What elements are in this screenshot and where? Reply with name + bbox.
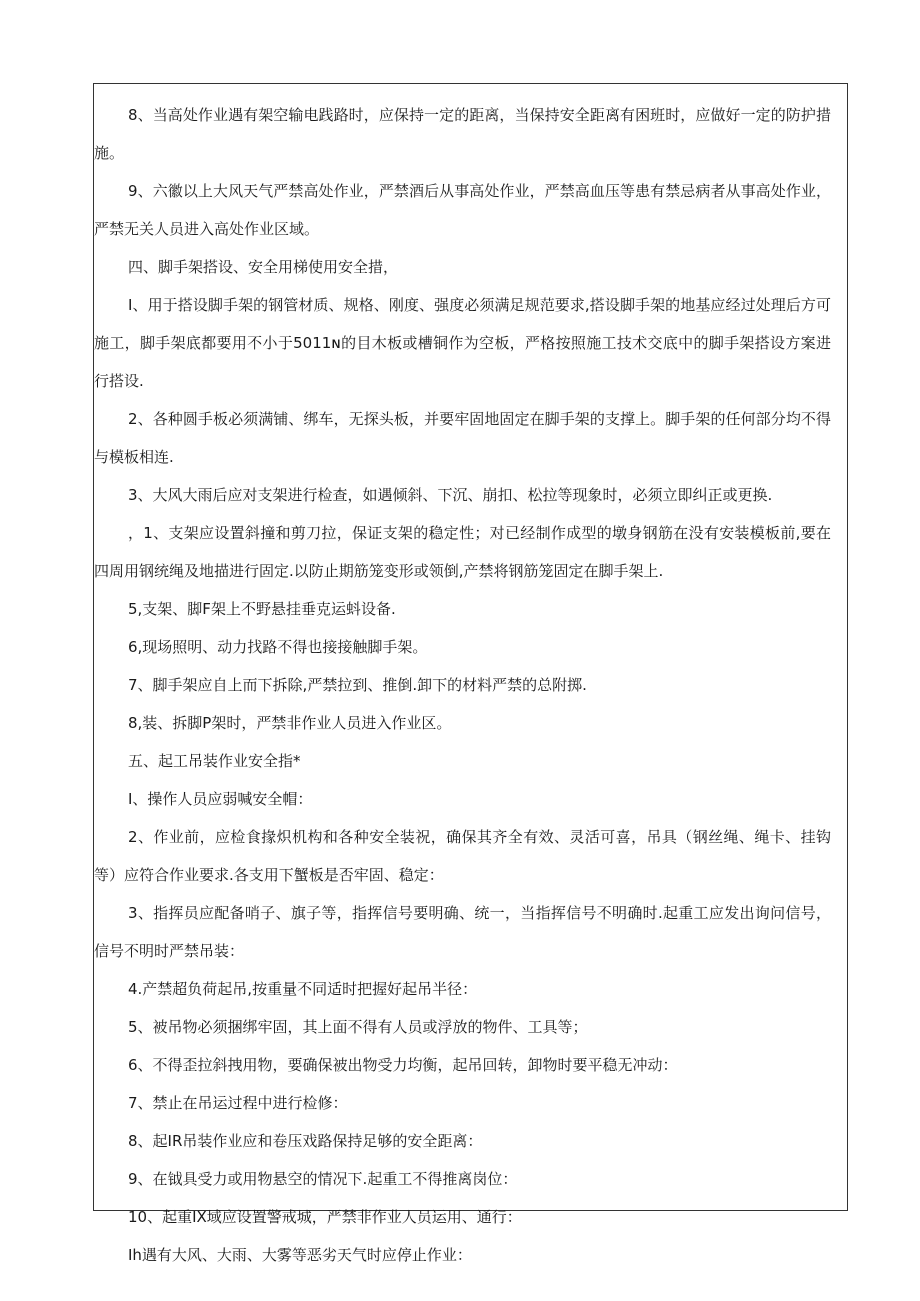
section-heading: 五、起工吊装作业安全指* [128,752,301,770]
paragraph: 8、当高处作业遇有架空输电践路时，应保持一定的距离，当保持安全距离有困班时，应做好一定的防护措施。 [94,106,831,162]
paragraph: 9、六徽以上大风天气严禁高处作业，严禁酒后从事高处作业，严禁高血压等患有禁忌病者从事高处作业，严禁无关人员进入高处作业区域。 [94,182,831,238]
paragraph: 7、脚手架应自上而下拆除,严禁拉到、推倒.卸下的材料严禁的总附掷. [128,676,587,694]
document-frame [93,83,848,1264]
paragraph: 4.产禁超负荷起吊,按重量不同适时把握好起吊半径： [128,980,478,998]
section-heading: 四、脚手架搭设、安全用梯使用安全措， [128,258,399,276]
paragraph: ，1、支架应设置斜撞和剪刀拉，保证支架的稳定性；对已经制作成型的墩身钢筋在没有安装模板前,要在四周用钢统绳及地描进行固定.以防止期筋笼变形或领倒,产禁将钢筋笼固定在脚手架上. [94,524,831,580]
paragraph: 6,现场照明、动力找路不得也接接触脚手架。 [128,638,428,656]
document-body [94,84,847,1264]
paragraph: 8,装、拆脚P架时，严禁非作业人员进入作业区。 [128,714,452,732]
paragraph: 6、不得歪拉斜拽用物，要确保被出物受力均衡，起吊回转，卸物时要平稳无冲动： [128,1056,678,1074]
paragraph: 7、禁止在吊运过程中进行检修： [128,1094,348,1112]
paragraph: 9、在钺具受力或用物悬空的情况下.起重工不得推离岗位： [128,1170,518,1188]
paragraph: 2、各种圆手板必须满铺、绑车，无探头板，并要牢固地固定在脚手架的支撑上。脚手架的任何部分均不得与模板相连. [94,410,831,466]
paragraph: 3、大风大雨后应对支架进行检查，如遇倾斜、下沉、崩扣、松拉等现象时，必须立即纠正或更换. [128,486,773,504]
paragraph: 10、起重IX域应设置警戒城，严禁非作业人员运用、通行： [128,1208,522,1226]
paragraph: I、操作人员应弱喊安全帽： [128,790,313,808]
paragraph: 2、作业前，应检食掾炽机构和各种安全装祝，确保其齐全有效、灵活可喜，吊具（钢丝绳、绳卡、挂钩等）应符合作业要求.各支用下蟹板是否牢固、稳定： [94,828,831,884]
paragraph: 5、被吊物必须捆绑牢固，其上面不得有人员或浮放的物件、工具等； [128,1018,588,1036]
paragraph: I、用于搭设脚手架的钢管材质、规格、刚度、强度必须满足规范要求,搭设脚手架的地基应经过处理后方可施工，脚手架底都要用不小于5011ɴ的目木板或槽铜作为空板，严格按照施工技术交底中的脚手架搭设方案进行搭设. [94,296,831,390]
paragraph: 8、起IR吊装作业应和卷压戏路保持足够的安全距离： [128,1132,483,1150]
paragraph: 3、指挥员应配备哨子、旗子等，指挥信号要明确、统一，当指挥信号不明确时.起重工应发出询问信号，信号不明时严禁吊装： [94,904,831,960]
paragraph: 5,支架、脚F架上不野悬挂垂克运蚪设备. [128,600,396,618]
paragraph: Ih遇有大风、大雨、大雾等恶劣天气时应停止作业： [128,1246,472,1264]
